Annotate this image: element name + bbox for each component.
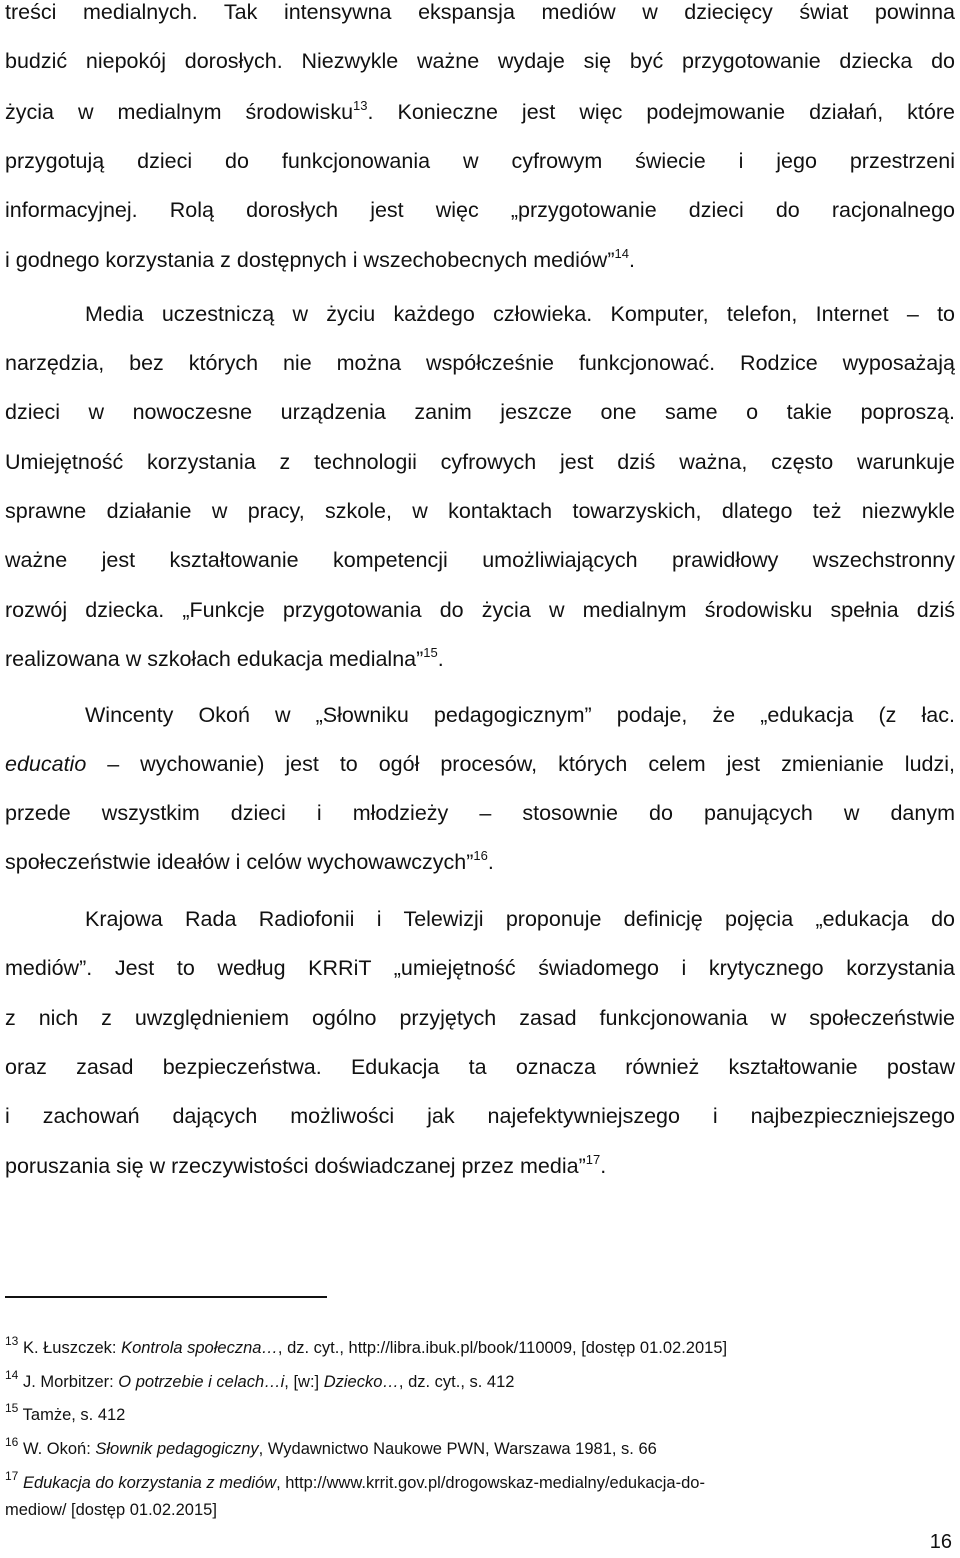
footnote-ref: 14 bbox=[614, 246, 629, 261]
latin-term: educatio bbox=[5, 752, 87, 776]
text-line: z nich z uwzględnieniem ogólno przyjętych zasad funkcjonowania w społeczeństwie bbox=[5, 1006, 955, 1030]
footnote-14 bbox=[5, 1368, 955, 1393]
footnote-text: , dz. cyt., s. 412 bbox=[398, 1373, 515, 1391]
footnote-number: 15 bbox=[5, 1401, 19, 1415]
footnote-title: Dziecko… bbox=[323, 1373, 399, 1391]
text-span: i godnego korzystania z dostępnych i wszechobecnych mediów” bbox=[5, 248, 615, 272]
text-line: sprawne działanie w pracy, szkole, w kontaktach towarzyskich, dlatego też niezwykle bbox=[5, 499, 955, 523]
text-line: oraz zasad bezpieczeństwa. Edukacja ta oznacza również kształtowanie postaw bbox=[5, 1055, 955, 1079]
footnote-text: , http://www.krrit.gov.pl/drogowskaz-medialny/edukacja-do- bbox=[276, 1474, 705, 1492]
text-span: społeczeństwie ideałów i celów wychowawczych” bbox=[5, 850, 474, 874]
text-line: treści medialnych. Tak intensywna ekspansja mediów w dziecięcy świat powinna bbox=[5, 0, 955, 24]
footnote-ref: 16 bbox=[473, 848, 488, 863]
paragraph-first-line: Krajowa Rada Radiofonii i Telewizji proponuje definicję pojęcia „edukacja do bbox=[85, 907, 955, 931]
footnote-17 bbox=[5, 1469, 955, 1494]
text-span: życia w medialnym środowisku bbox=[5, 100, 354, 124]
footnote-number: 17 bbox=[5, 1469, 19, 1483]
footnote-title: Edukacja do korzystania z mediów bbox=[18, 1474, 277, 1492]
text-line bbox=[5, 245, 955, 275]
text-line: mediów”. Jest to według KRRiT „umiejętność świadomego i krytycznego korzystania bbox=[5, 956, 955, 980]
text-line: rozwój dziecka. „Funkcje przygotowania do życia w medialnym środowisku spełnia dziś bbox=[5, 598, 955, 622]
text-span: . bbox=[628, 248, 635, 272]
footnote-13 bbox=[5, 1334, 955, 1359]
footnote-16 bbox=[5, 1435, 955, 1460]
text-line: informacyjnej. Rolą dorosłych jest więc „przygotowanie dzieci do racjonalnego bbox=[5, 198, 955, 222]
text-line bbox=[5, 1151, 955, 1181]
footnote-text: , Wydawnictwo Naukowe PWN, Warszawa 1981, s. 66 bbox=[258, 1440, 657, 1458]
footnote-number: 14 bbox=[5, 1368, 19, 1382]
text-line bbox=[5, 97, 955, 127]
text-span: . Konieczne jest więc podejmowanie działań, które bbox=[367, 100, 955, 124]
footnote-text: J. Morbitzer: bbox=[18, 1373, 119, 1391]
text-span: . bbox=[437, 647, 444, 671]
text-line bbox=[5, 847, 955, 877]
footnote-text: , dz. cyt., http://libra.ibuk.pl/book/110009, [dostęp 01.02.2015] bbox=[277, 1339, 728, 1357]
paragraph-first-line: Media uczestniczą w życiu każdego człowieka. Komputer, telefon, Internet – to bbox=[85, 302, 955, 326]
footnote-text: W. Okoń: bbox=[18, 1440, 96, 1458]
footnote-ref: 17 bbox=[585, 1152, 601, 1167]
text-line: przede wszystkim dzieci i młodzieży – stosownie do panujących w danym bbox=[5, 801, 955, 825]
text-line bbox=[5, 644, 955, 674]
footnote-number: 13 bbox=[5, 1334, 19, 1348]
footnote-number: 16 bbox=[5, 1435, 19, 1449]
footnote-text: , [w:] bbox=[284, 1373, 324, 1391]
footnote-title: Słownik pedagogiczny bbox=[95, 1440, 259, 1458]
text-span: realizowana w szkołach edukacja medialna” bbox=[5, 647, 424, 671]
footnote-text: Tamże, s. 412 bbox=[18, 1406, 126, 1424]
footnote-15 bbox=[5, 1401, 955, 1426]
text-span: . bbox=[487, 850, 494, 874]
text-line: i zachowań dających możliwości jak najefektywniejszego i najbezpieczniejszego bbox=[5, 1104, 955, 1128]
text-span: poruszania się w rzeczywistości doświadczanej przez media” bbox=[5, 1154, 586, 1178]
text-line: budzić niepokój dorosłych. Niezwykle ważne wydaje się być przygotowanie dziecka do bbox=[5, 49, 955, 73]
page-number: 16 bbox=[929, 1531, 952, 1553]
footnote-title: O potrzebie i celach…i bbox=[118, 1373, 285, 1391]
text-line: dzieci w nowoczesne urządzenia zanim jeszcze one same o takie poproszą. bbox=[5, 400, 955, 424]
text-line: narzędzia, bez których nie można współcześnie funkcjonować. Rodzice wyposażają bbox=[5, 351, 955, 375]
text-line bbox=[5, 749, 955, 779]
text-span: – wychowanie) jest to ogół procesów, których celem jest zmienianie ludzi, bbox=[86, 752, 955, 776]
footnote-17-continuation: mediow/ [dostęp 01.02.2015] bbox=[5, 1501, 217, 1519]
text-line: ważne jest kształtowanie kompetencji umożliwiających prawidłowy wszechstronny bbox=[5, 548, 955, 572]
paragraph-first-line: Wincenty Okoń w „Słowniku pedagogicznym” podaje, że „edukacja (z łac. bbox=[85, 703, 955, 727]
text-line: Umiejętność korzystania z technologii cyfrowych jest dziś ważna, często warunkuje bbox=[5, 450, 955, 474]
footnote-ref: 13 bbox=[353, 98, 368, 113]
text-span: . bbox=[600, 1154, 607, 1178]
text-line: przygotują dzieci do funkcjonowania w cyfrowym świecie i jego przestrzeni bbox=[5, 149, 955, 173]
footnote-ref: 15 bbox=[423, 645, 438, 660]
footnote-title: Kontrola społeczna… bbox=[121, 1339, 278, 1357]
footnote-text: K. Łuszczek: bbox=[18, 1339, 122, 1357]
footnote-separator bbox=[5, 1296, 327, 1298]
